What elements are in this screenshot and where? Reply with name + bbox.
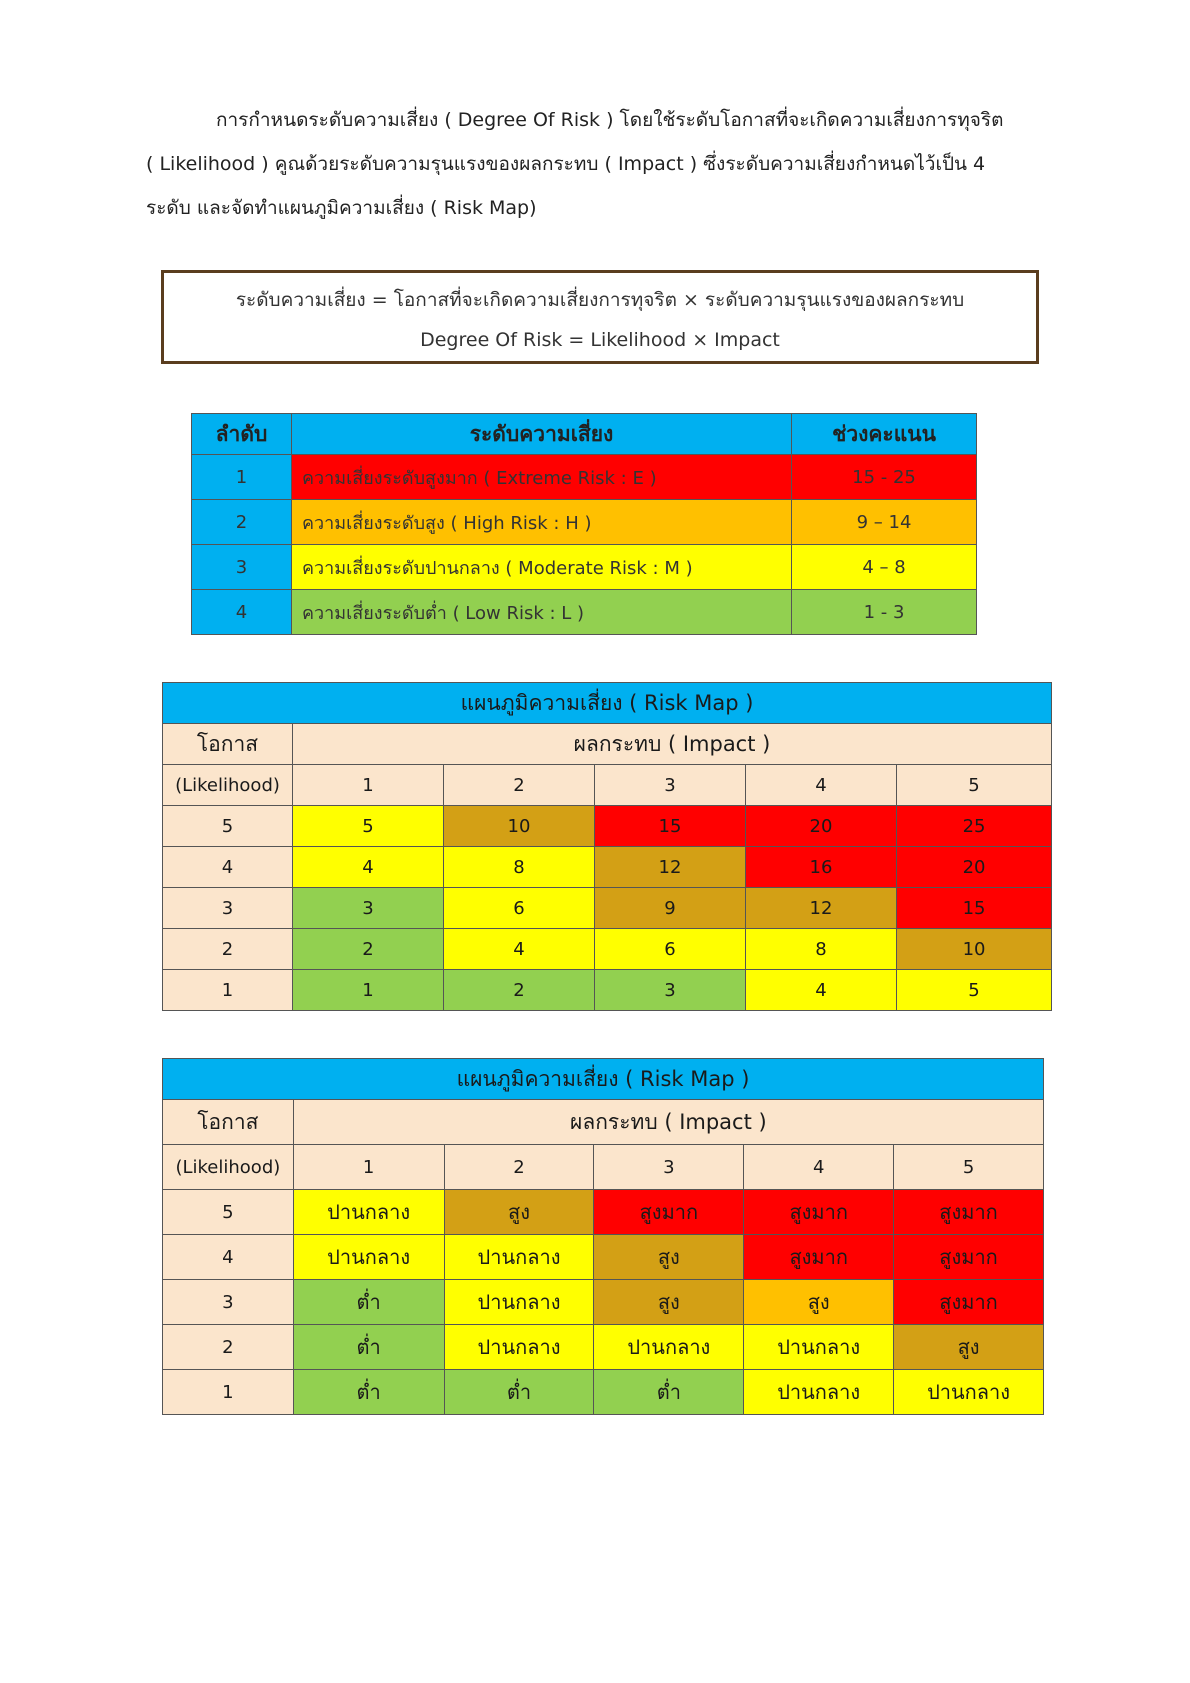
risk-cell: สูงมาก xyxy=(594,1190,744,1235)
likelihood-en-label: (Likelihood) xyxy=(163,765,293,806)
risk-cell: 10 xyxy=(444,806,595,847)
level-cell: ความเสี่ยงระดับปานกลาง ( Moderate Risk : M ) xyxy=(292,545,792,590)
likelihood-cell: 3 xyxy=(163,1280,294,1325)
likelihood-cell: 5 xyxy=(163,1190,294,1235)
formula-thai: ระดับความเสี่ยง = โอกาสที่จะเกิดความเสี่ยงการทุจริต × ระดับความรุนแรงของผลกระทบ xyxy=(235,289,965,311)
risk-cell: สูง xyxy=(594,1280,744,1325)
risk-cell: 25 xyxy=(897,806,1052,847)
risk-cell: ต่ำ xyxy=(293,1280,444,1325)
likelihood-cell: 4 xyxy=(163,1235,294,1280)
risk-cell: ปานกลาง xyxy=(594,1325,744,1370)
likelihood-cell: 2 xyxy=(163,1325,294,1370)
impact-level-cell: 4 xyxy=(744,1145,894,1190)
risk-cell: 4 xyxy=(746,970,897,1011)
table-row xyxy=(163,970,1052,1011)
order-cell: 3 xyxy=(192,545,292,590)
header-order: ลำดับ xyxy=(192,414,292,455)
table-row xyxy=(163,1190,1044,1235)
risk-cell: 10 xyxy=(897,929,1052,970)
risk-cell: สูง xyxy=(594,1235,744,1280)
level-cell: ความเสี่ยงระดับสูง ( High Risk : H ) xyxy=(292,500,792,545)
risk-cell: ปานกลาง xyxy=(444,1325,594,1370)
risk-cell: สูง xyxy=(894,1325,1044,1370)
table-row xyxy=(163,1325,1044,1370)
risk-levels-table xyxy=(191,413,977,635)
risk-cell: 4 xyxy=(444,929,595,970)
intro-paragraph xyxy=(146,98,1056,230)
table-row xyxy=(192,455,977,500)
likelihood-cell: 2 xyxy=(163,929,293,970)
impact-level-cell: 4 xyxy=(746,765,897,806)
formula-box xyxy=(161,270,1039,364)
impact-level-cell: 1 xyxy=(293,765,444,806)
impact-level-cell: 2 xyxy=(444,1145,594,1190)
order-cell: 4 xyxy=(192,590,292,635)
level-cell: ความเสี่ยงระดับต่ำ ( Low Risk : L ) xyxy=(292,590,792,635)
impact-level-cell: 2 xyxy=(444,765,595,806)
risk-cell: ปานกลาง xyxy=(293,1190,444,1235)
order-cell: 1 xyxy=(192,455,292,500)
risk-cell: 8 xyxy=(444,847,595,888)
risk-cell: ปานกลาง xyxy=(894,1370,1044,1415)
header-range: ช่วงคะแนน xyxy=(792,414,977,455)
risk-cell: 6 xyxy=(444,888,595,929)
likelihood-en-label: (Likelihood) xyxy=(163,1145,294,1190)
header-level: ระดับความเสี่ยง xyxy=(292,414,792,455)
risk-cell: 2 xyxy=(293,929,444,970)
risk-cell: 15 xyxy=(897,888,1052,929)
risk-cell: สูง xyxy=(744,1280,894,1325)
table-row xyxy=(192,500,977,545)
likelihood-cell: 4 xyxy=(163,847,293,888)
risk-cell: 20 xyxy=(746,806,897,847)
risk-cell: ปานกลาง xyxy=(744,1325,894,1370)
risk-cell: ปานกลาง xyxy=(744,1370,894,1415)
risk-cell: 2 xyxy=(444,970,595,1011)
range-cell: 9 – 14 xyxy=(792,500,977,545)
table-row xyxy=(163,888,1052,929)
risk-cell: 16 xyxy=(746,847,897,888)
risk-cell: สูง xyxy=(444,1190,594,1235)
risk-cell: 20 xyxy=(897,847,1052,888)
table-row xyxy=(163,847,1052,888)
risk-cell: 5 xyxy=(293,806,444,847)
risk-cell: 12 xyxy=(746,888,897,929)
impact-level-cell: 1 xyxy=(293,1145,444,1190)
intro-line-1: การกำหนดระดับความเสี่ยง ( Degree Of Risk ) โดยใช้ระดับโอกาสที่จะเกิดความเสี่ยงการทุจริต xyxy=(216,109,1004,131)
formula-english: Degree Of Risk = Likelihood × Impact xyxy=(420,329,780,351)
range-cell: 1 - 3 xyxy=(792,590,977,635)
table-row xyxy=(192,590,977,635)
intro-line-3: ระดับ และจัดทำแผนภูมิความเสี่ยง ( Risk Map) xyxy=(146,197,537,219)
risk-cell: สูงมาก xyxy=(894,1235,1044,1280)
impact-level-cell: 3 xyxy=(594,1145,744,1190)
range-cell: 15 - 25 xyxy=(792,455,977,500)
risk-cell: 15 xyxy=(595,806,746,847)
table-row xyxy=(192,545,977,590)
risk-cell: ต่ำ xyxy=(444,1370,594,1415)
impact-level-cell: 3 xyxy=(595,765,746,806)
risk-cell: 3 xyxy=(293,888,444,929)
risk-cell: ปานกลาง xyxy=(293,1235,444,1280)
risk-map-level-table xyxy=(162,1058,1044,1415)
order-cell: 2 xyxy=(192,500,292,545)
level-cell: ความเสี่ยงระดับสูงมาก ( Extreme Risk : E ) xyxy=(292,455,792,500)
likelihood-cell: 1 xyxy=(163,970,293,1011)
risk-cell: 1 xyxy=(293,970,444,1011)
intro-line-2: ( Likelihood ) คูณด้วยระดับความรุนแรงของผลกระทบ ( Impact ) ซึ่งระดับความเสี่ยงกำหนดไว้เป็น 4 xyxy=(146,153,986,175)
risk-cell: สูงมาก xyxy=(744,1190,894,1235)
table-row xyxy=(163,1235,1044,1280)
table-row xyxy=(163,1280,1044,1325)
impact-level-cell: 5 xyxy=(894,1145,1044,1190)
likelihood-label: โอกาส xyxy=(163,1100,294,1145)
impact-label: ผลกระทบ ( Impact ) xyxy=(293,1100,1043,1145)
risk-cell: 4 xyxy=(293,847,444,888)
likelihood-cell: 5 xyxy=(163,806,293,847)
risk-map-title: แผนภูมิความเสี่ยง ( Risk Map ) xyxy=(163,1059,1044,1100)
risk-map-title: แผนภูมิความเสี่ยง ( Risk Map ) xyxy=(163,683,1052,724)
risk-cell: 5 xyxy=(897,970,1052,1011)
risk-map-score-table xyxy=(162,682,1052,1011)
risk-cell: สูงมาก xyxy=(744,1235,894,1280)
table-row xyxy=(163,806,1052,847)
risk-cell: ปานกลาง xyxy=(444,1235,594,1280)
risk-cell: สูงมาก xyxy=(894,1280,1044,1325)
risk-cell: ปานกลาง xyxy=(444,1280,594,1325)
risk-cell: 12 xyxy=(595,847,746,888)
risk-cell: ต่ำ xyxy=(293,1370,444,1415)
risk-cell: ต่ำ xyxy=(293,1325,444,1370)
risk-cell: 6 xyxy=(595,929,746,970)
impact-level-cell: 5 xyxy=(897,765,1052,806)
likelihood-cell: 1 xyxy=(163,1370,294,1415)
risk-cell: 9 xyxy=(595,888,746,929)
risk-cell: สูงมาก xyxy=(894,1190,1044,1235)
range-cell: 4 – 8 xyxy=(792,545,977,590)
impact-label: ผลกระทบ ( Impact ) xyxy=(293,724,1052,765)
risk-cell: 8 xyxy=(746,929,897,970)
risk-cell: ต่ำ xyxy=(594,1370,744,1415)
likelihood-cell: 3 xyxy=(163,888,293,929)
table-row xyxy=(163,929,1052,970)
risk-cell: 3 xyxy=(595,970,746,1011)
table-row xyxy=(163,1370,1044,1415)
likelihood-label: โอกาส xyxy=(163,724,293,765)
